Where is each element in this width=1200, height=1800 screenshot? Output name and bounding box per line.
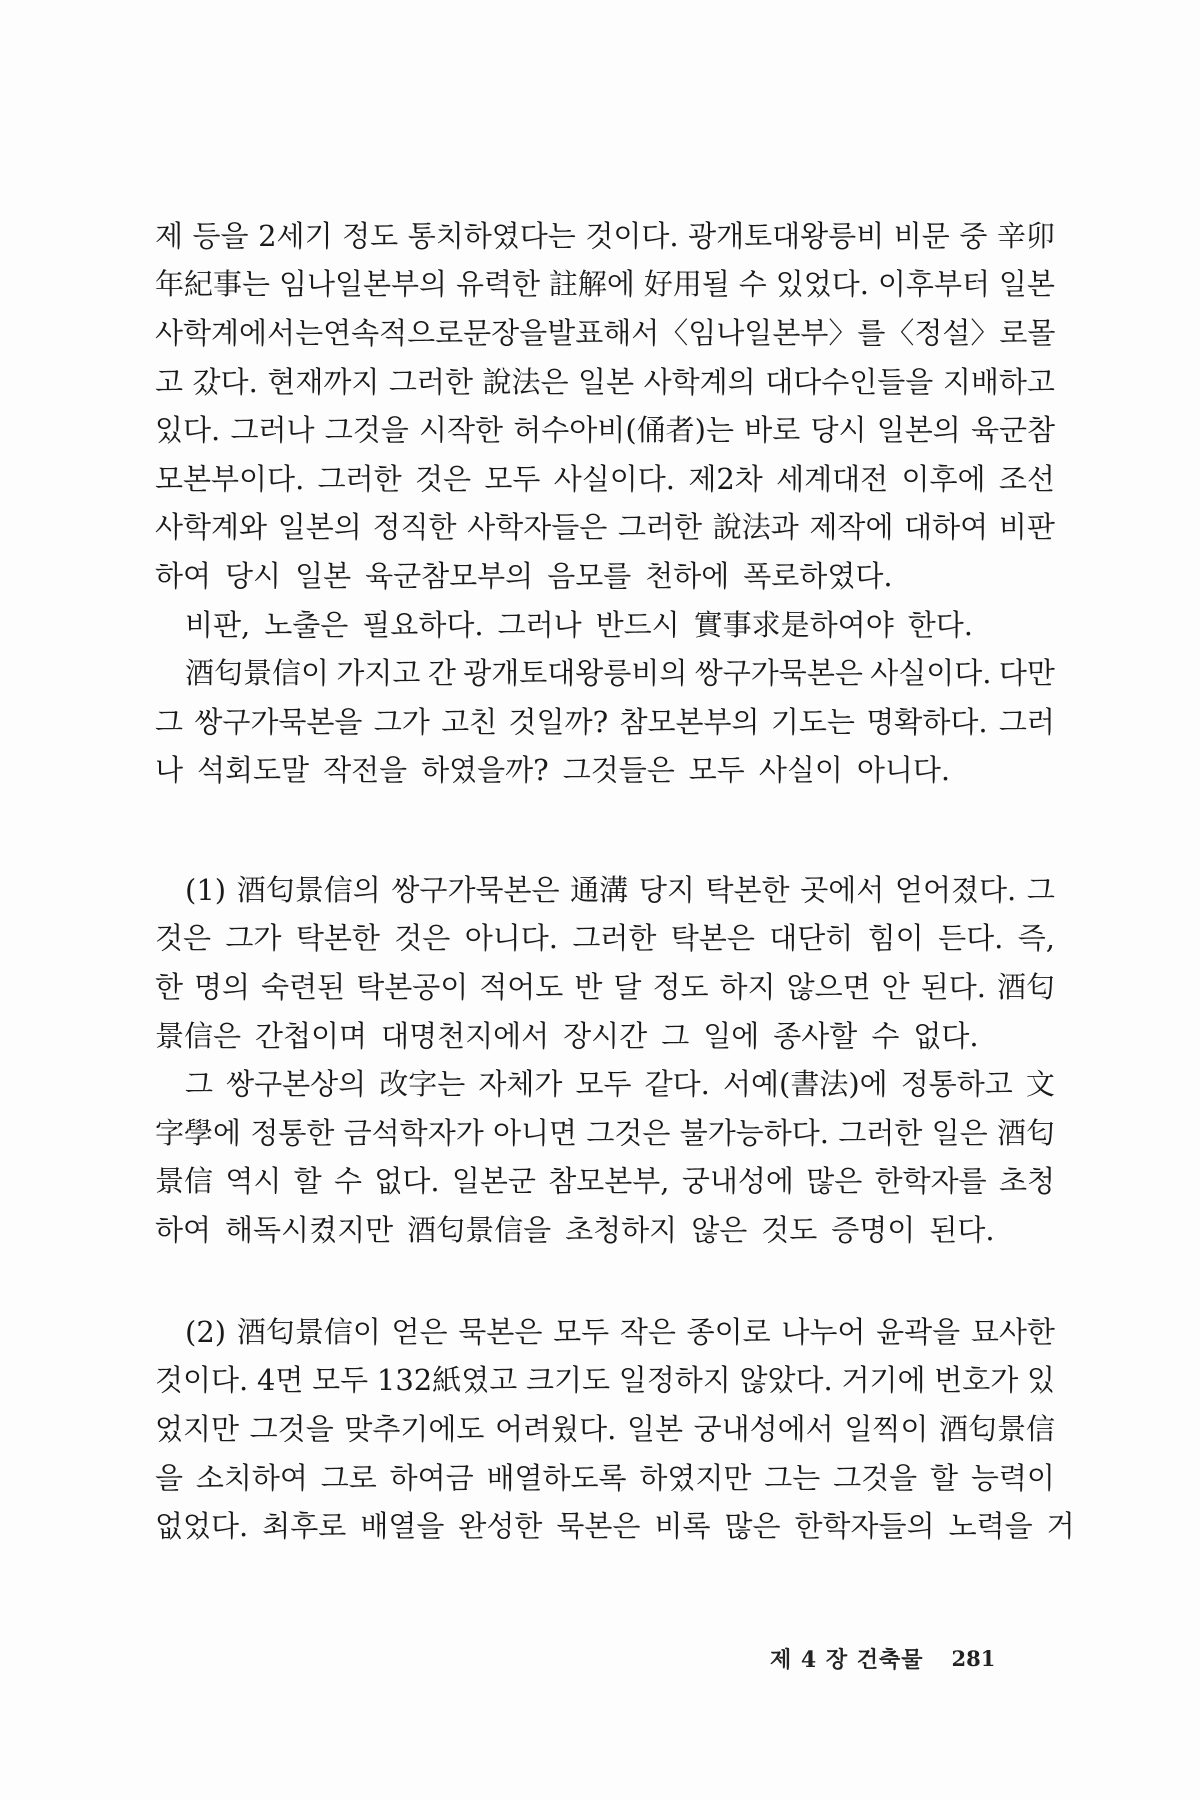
text-line: 한 명의 숙련된 탁본공이 적어도 반 달 정도 하지 않으면 안 된다. 酒匂 [155,969,1055,1004]
text-line: 사학계에서는 연속적으로 문장을 발표해서 〈임나일본부〉를 〈정설〉로 몰 [155,315,1056,350]
page-number: 281 [951,1645,996,1671]
paragraph [155,866,1055,1060]
text-line: 없었다. 최후로 배열을 완성한 묵본은 비록 많은 한학자들의 노력을 거 [155,1509,1075,1544]
text-line: 그 쌍구가묵본을 그가 고친 것일까? 참모본부의 기도는 명확하다. 그러 [155,704,1055,739]
text-line: 景信은 간첩이며 대명천지에서 장시간 그 일에 종사할 수 없다. [155,1018,979,1053]
text-line: 제 등을 2세기 정도 통치하였다는 것이다. 광개토대왕릉비 비문 중 辛卯 [155,218,1055,253]
paragraph [155,1308,1075,1551]
text-line: 고 갔다. 현재까지 그러한 說法은 일본 사학계의 대다수인들을 지배하고 [155,364,1055,399]
text-line: 하여 당시 일본 육군참모부의 음모를 천하에 폭로하였다. [155,558,893,593]
text-block-top [155,212,1055,795]
paragraph [155,649,1055,795]
text-line: 나 석회도말 작전을 하였을까? 그것들은 모두 사실이 아니다. [155,753,951,788]
page-footer [770,1640,1030,1676]
text-line: 것이다. 4면 모두 132紙였고 크기도 일정하지 않았다. 거기에 번호가 있 [155,1363,1055,1398]
text-block-middle [155,866,1055,1255]
text-line: 酒匂景信이 가지고 간 광개토대왕릉비의 쌍구가묵본은 사실이다. 다만 [185,656,1055,691]
text-line: 을 소치하여 그로 하여금 배열하도록 하였지만 그는 그것을 할 능력이 [155,1460,1055,1495]
text-line: 그 쌍구본상의 改字는 자체가 모두 같다. 서예(書法)에 정통하고 文 [185,1067,1055,1102]
chapter-title: 제 4 장 건축물 [770,1646,924,1673]
text-line: 字學에 정통한 금석학자가 아니면 그것은 불가능하다. 그러한 일은 酒匂 [155,1115,1055,1150]
text-line: 비판, 노출은 필요하다. 그러나 반드시 實事求是하여야 한다. [185,607,973,642]
text-line: 年紀事는 임나일본부의 유력한 註解에 好用될 수 있었다. 이후부터 일본 [155,267,1055,302]
paragraph [155,601,1055,650]
text-line: (1) 酒匂景信의 쌍구가묵본은 通溝 당지 탁본한 곳에서 얻어졌다. 그 [185,872,1055,907]
text-line: 것은 그가 탁본한 것은 아니다. 그러한 탁본은 대단히 힘이 든다. 즉, [155,921,1055,956]
text-line: 景信 역시 할 수 없다. 일본군 참모본부, 궁내성에 많은 한학자를 초청 [155,1164,1055,1199]
text-line: (2) 酒匂景信이 얻은 묵본은 모두 작은 종이로 나누어 윤곽을 묘사한 [185,1314,1055,1349]
paragraph [155,212,1055,601]
paragraph [155,1060,1055,1254]
text-block-bottom [155,1308,1075,1551]
text-line: 하여 해독시켰지만 酒匂景信을 초청하지 않은 것도 증명이 된다. [155,1212,995,1247]
text-line: 모본부이다. 그러한 것은 모두 사실이다. 제2차 세계대전 이후에 조선 [155,461,1055,496]
text-line: 있다. 그러나 그것을 시작한 허수아비(俑者)는 바로 당시 일본의 육군참 [155,413,1055,448]
text-line: 사학계와 일본의 정직한 사학자들은 그러한 說法과 제작에 대하여 비판 [155,510,1055,545]
text-line: 었지만 그것을 맞추기에도 어려웠다. 일본 궁내성에서 일찍이 酒匂景信 [155,1411,1055,1446]
